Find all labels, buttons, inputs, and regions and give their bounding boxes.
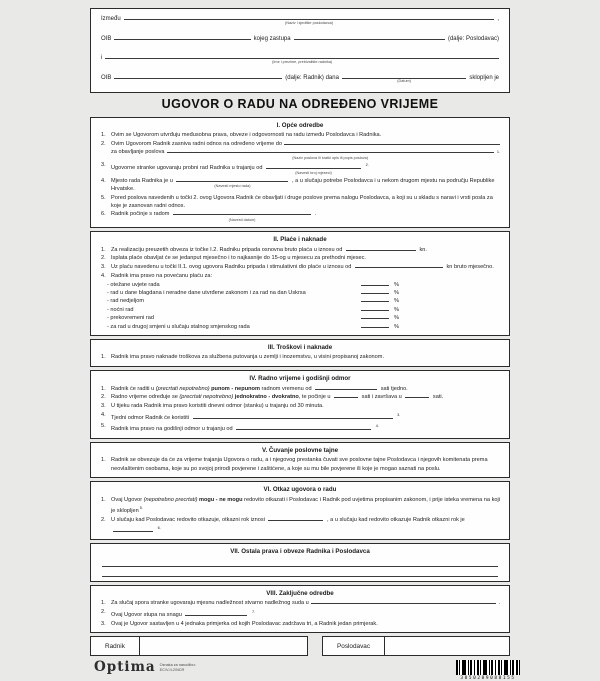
document-title: UGOVOR O RADU NA ODREĐENO VRIJEME [161,96,439,111]
section-heading: I. Opće odredbe [276,121,324,129]
clause-text-part: redovito otkazati i Poslodavac i Radnik pod uvjetima propisanim zakonom, i prije isteka vremena na koji je sklopljen [111,496,500,514]
clause-number: 4. [101,177,106,184]
weekly-rest-field [193,414,393,419]
clause-text-part: Radnik će raditi u [111,385,155,392]
work-location-hint: (Navesti mjesto rada) [214,184,251,189]
effective-date-field [185,611,247,616]
contract-clause [100,393,500,401]
clause-text [111,177,500,193]
clause-text: U tijeku rada Radnik ima pravo koristiti dnevni odmor (stanku) u trajanju od 30 minuta. [111,403,324,410]
increase-label: - noćni rad [107,306,134,313]
worker-signature-field [140,637,307,655]
and-label: i [101,55,103,61]
clause-text [111,148,500,160]
employer-signature-field [385,637,509,655]
increase-label: - rad u dane blagdana i neradne dane utvrđene zakonom i za rad na dan Uskrsa [107,289,306,296]
clause-number: 2. [101,516,106,523]
clause-text-part: Radnik počinje s radom [111,211,170,218]
may-maynot-option: mogu - ne mogu [199,496,243,503]
clause-text-part: kn bruto mjesečno. [446,264,494,271]
clause-text [111,161,500,176]
clause-text-part: , a u slučaju kad redovito otkazuje Radnik otkazni rok je [327,516,465,523]
contract-clause [100,140,500,148]
percent-sign: % [394,315,399,322]
signature-row [90,636,510,656]
salary-increase-row [100,289,500,297]
clause-number: 6. [101,211,106,218]
weekly-hours-field [315,385,377,390]
clause-text-part: Ugovorne stranke ugovaraju probni rad Radnika u trajanju od [111,164,263,171]
clause-text-part: kn. [419,246,427,253]
clause-text: Pored poslova navedenih u točki 2. ovog Ugovora Radnik će obavljati i druge poslove prema nalogu Poslodavca, a koji su u skladu s naravi i vrsti posla za koje je zasnovan radni odnos. [111,194,493,209]
represented-by-label: kojeg zastupa [253,35,291,42]
clause-text-part: Tjedni odmor Radnik će koristiti [111,414,190,421]
job-description-hint: (Naziv poslova ili kratki opis ili popis poslova) [292,155,369,160]
clause-text: Isplata plaće obavljat će se jedanput mjesečno i to najkasnije do 15-og u mjesecu za prethodni mjesec. [111,255,366,262]
clause-text-part: , te počinje u [298,394,331,401]
contract-clause [100,353,500,361]
contract-clause [100,254,500,262]
percent-field [361,314,389,319]
percent-field [361,323,389,328]
clause-text: Ovaj je Ugovor sastavljen u 4 jednaka primjerka od kojih Poslodavac zadržava tri, a Radnik jedan primjerak. [111,620,378,627]
clause-number: 1. [101,496,106,503]
bonus-salary-field [355,263,443,268]
contract-clause [100,496,500,515]
percent-sign: % [394,289,399,296]
gross-salary-field [346,246,416,251]
employer-name-row [101,15,499,25]
clause-number: 1. [101,600,106,607]
contract-clause [100,608,500,619]
clause-text-part: za obavljanje poslova [111,149,165,156]
contract-clause [100,456,500,472]
employer-oib-field [114,35,250,40]
barcode-digits: 3850289088155 [460,675,516,681]
between-label: Između [101,16,121,22]
clause-number: 2. [101,394,106,401]
strike-instruction: (precrtati nepotrebno) [155,385,210,392]
employer-name-hint: (Naziv i sjedište poslodavca) [284,20,334,25]
contract-clause [100,161,500,176]
clause-number: 1. [101,354,106,361]
clause-number: 4. [101,272,106,279]
clause-text-part: Uz plaću navedenu u točki II.1. ovog ugovora Radniku pripada i stimulativni dio plaće u iznosu od [111,264,352,271]
job-description-field [167,148,494,160]
clause-text-part: . [498,600,500,607]
clause-text [111,516,500,535]
clause-number: 4. [101,411,106,418]
clause-text-part: Mjesto rada Radnika je u [111,177,173,184]
clause-text [111,608,500,619]
percent-field [361,281,389,286]
section-business-secrets [90,442,510,478]
increase-label: - otežane uvjete rada [107,281,160,288]
clause-text [111,411,500,422]
section-heading: IV. Radno vrijeme i godišnji odmor [249,375,351,383]
clause-text-part: sati. [432,394,444,401]
employer-signature-label: Poslodavac [323,637,385,655]
order-code-label: Oznaka za narudžbu: [159,663,196,668]
increase-label: - za rad u drugoj smjeni u slučaju stalnog smjenskog rada [107,323,250,330]
worker-oib-row [101,74,499,81]
publisher-logo: Optima [94,659,156,676]
row-end-comma: , [497,16,499,22]
percent-field [361,306,389,311]
employer-designation: (dalje: Poslodavac) [447,35,499,42]
section-final-provisions [90,585,510,633]
clause-text: Radnik ima pravo na povećanu plaću za: [111,272,213,279]
clause-number: 3. [101,162,106,169]
clause-text-part: sati tjedno. [380,385,408,392]
parties-header-box [90,8,510,93]
concluded-label: sklopljen je [469,74,499,81]
clause-number: 1. [101,246,106,253]
worker-designation: (dalje: Radnik) dana [285,74,339,81]
footnote-ref: 4. [375,424,379,429]
employer-name-field [124,15,495,25]
court-jurisdiction-field [311,599,497,604]
percent-sign: % [394,298,399,305]
work-location-field [176,177,288,189]
section-heading: II. Plaće i naknade [273,236,327,244]
contract-clause [100,620,500,628]
form-footer [90,659,516,681]
clause-number [100,148,111,156]
clause-text [111,140,500,148]
percent-field [361,289,389,294]
clause-text-part: U slučaju kad Poslodavac redovito otkazuje, otkazni rok iznosi [111,516,265,523]
footnote-ref: 5. [139,505,143,510]
clause-number: 2. [101,255,106,262]
contract-clause [100,411,500,422]
section-heading: VIII. Zaključne odredbe [266,589,334,597]
fulltime-parttime-option: punom - nepunom [211,385,260,392]
clause-text: Radnik ima pravo naknade troškova za službena putovanja u zemlji i inozemstvu, u visini propisanoj zakonom. [111,354,384,361]
clause-text-part: Ovim Ugovorom Radnik zasniva radni odnos na određeno vrijeme do [111,140,283,147]
contract-clause [100,599,500,607]
oib-label: OIB [101,35,112,42]
months-hint: (Navesti broj mjeseci) [295,171,332,176]
section-working-hours [90,370,510,439]
section-heading: III. Troškovi i naknade [267,343,333,351]
worker-notice-period-field [113,527,153,532]
footnote-ref: 7. [252,610,256,615]
salary-increase-row [100,281,500,289]
contract-clause [100,194,500,210]
employer-signature-box [322,636,510,656]
contract-clause [100,210,500,222]
section-general-provisions [90,117,510,229]
clause-text [111,263,500,271]
blank-line [102,558,498,568]
clause-number: 5. [101,194,106,201]
clause-number: 2. [101,140,106,147]
clause-text-part: sati i završava u [361,394,402,401]
clause-text-part: Za slučaj spora stranke ugovaraju mjesnu nadležnost stvarno nadležnog suda u [111,600,309,607]
clause-number: 3. [101,403,106,410]
increase-label: - prekovremeni rad [107,315,154,322]
clause-text-part: Za realizaciju preuzetih obveza iz točke I.2. Radniku pripada osnovna bruto plaća u iznosu od [111,246,343,253]
worker-oib-field [114,74,282,79]
percent-field [361,297,389,302]
start-date-hint: (Navesti datum) [228,217,256,222]
salary-increase-row [100,297,500,305]
clause-text-part: Ovaj Ugovor stupa na snagu [111,611,182,618]
contract-clause [100,385,500,393]
salary-increase-row [100,323,500,331]
clause-number: 1. [101,457,106,464]
clause-text-part: , a u slučaju potrebe Poslodavca i u nekom drugom mjestu na području Republike Hrvatske. [111,177,495,192]
blank-line [102,567,498,577]
section-heading: VII. Ostala prava i obveze Radnika i Poslodavca [230,548,370,556]
clause-number: 3. [101,620,106,627]
contract-clause-continued [100,148,500,160]
clause-number: 2. [101,609,106,616]
clause-text [111,422,500,433]
contract-clause [100,516,500,535]
strike-instruction: (precrtati nepotrebno) [179,394,234,401]
section-other-rights [90,543,510,582]
footnote-ref: 2. [365,163,369,168]
contract-clause [100,402,500,410]
start-hour-field [334,393,358,398]
employer-oib-row [101,35,499,42]
salary-increase-row [100,314,500,322]
section-heading: V. Čuvanje poslovne tajne [261,446,339,454]
contract-clause [100,272,500,280]
clause-text [111,210,500,222]
clause-text [111,393,500,401]
oib-label: OIB [101,74,112,81]
clause-text [111,496,500,515]
worker-signature-label: Radnik [91,637,140,655]
start-date-field [173,210,311,222]
contract-clause [100,177,500,193]
worker-signature-box [90,636,308,656]
order-code-block [160,660,196,672]
contract-clause [100,131,500,139]
worker-name-row [101,54,499,64]
barcode-block [456,660,520,681]
clause-number: 3. [101,264,106,271]
clause-text-part: Ovaj Ugovor [111,496,143,503]
publisher-block [90,660,196,674]
clause-text [111,246,500,254]
section-salary [90,231,510,336]
footnote-ref: 3. [397,412,401,417]
salary-increase-row [100,306,500,314]
contract-clause [100,422,500,433]
worker-name-hint: (Ime i prezime, prebivalište radnika) [272,59,333,64]
contract-clause [100,263,500,271]
clause-text-part: . [314,211,317,218]
clause-number: 5. [101,423,106,430]
strike-instruction: (nepotrebno precrtati) [143,496,198,503]
increase-label: - rad nedjeljom [107,298,144,305]
order-code-value: EC/V-II-2/NCR [159,667,185,672]
section-termination [90,481,510,540]
end-hour-field [405,393,429,398]
section-heading: VI. Otkaz ugovora o radu [263,486,337,494]
contract-date-field [342,74,466,83]
clause-text: Radnik se obvezuje da će za vrijeme trajanja Ugovora o radu, a i njegovog prestanka čuvati sve poslovne tajne Poslodavca i njegovih komitenata prema neovlaštenim osobama, koje su po svojoj prirodi povjerene i zaštićene, a koje su mu bile povjerene ili koje je mogao saznati na poslu. [111,457,488,472]
contract-clause [100,246,500,254]
percent-sign: % [394,306,399,313]
footnote-ref: 6. [157,525,161,530]
clause-number: 1. [101,385,106,392]
shift-option: jednokratno - dvokratno [234,394,299,401]
worker-name-field [105,54,499,64]
footnote-ref: 1. [496,150,500,155]
representative-name-field [294,35,445,40]
date-hint: (Datum) [397,79,411,83]
clause-text [111,385,500,393]
percent-sign: % [394,323,399,330]
clause-text-part: Radnik ima pravo na godišnji odmor u trajanju od [111,426,233,433]
probation-duration-field [266,164,361,176]
clause-text-part: radnom vremenu od [261,385,312,392]
end-date-field [284,140,500,145]
section-expenses [90,339,510,367]
clause-text: Ovim se Ugovorom utvrđuju međusobna prava, obveze i odgovornosti na radu između Poslodavca i Radnika. [111,132,382,138]
percent-sign: % [394,281,399,288]
clause-text [111,599,500,607]
barcode-image [456,660,520,675]
clause-text-part: Radno vrijeme određuje se [111,394,178,401]
clause-number: 1. [101,132,106,138]
contract-form-page [90,0,516,681]
annual-leave-field [236,425,371,430]
employer-notice-period-field [268,516,323,521]
